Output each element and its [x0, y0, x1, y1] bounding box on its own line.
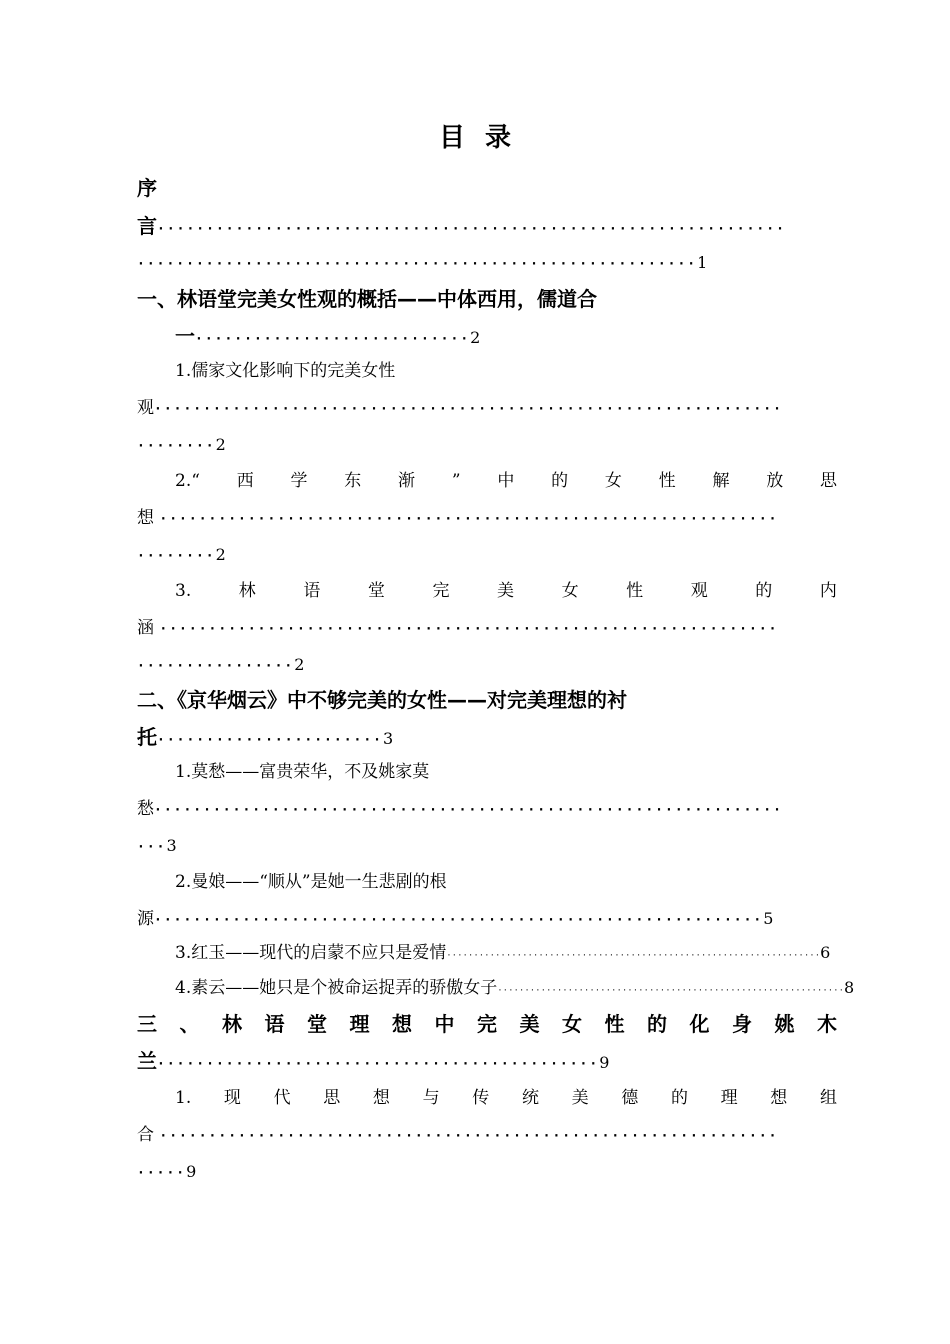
toc-entry-3-1-line3[interactable] — [137, 1155, 196, 1189]
toc-text: 言 — [137, 214, 157, 238]
page-number: 2 — [294, 655, 305, 674]
toc-char: 身 — [732, 1012, 752, 1036]
toc-text: 二、《京华烟云》中不够完美的女性——对完美理想的衬 — [137, 688, 627, 712]
page-number: 8 — [844, 978, 855, 997]
page-number: 9 — [186, 1162, 197, 1181]
toc-entry-section-3-line2[interactable] — [137, 1044, 609, 1078]
toc-text: 兰 — [137, 1049, 157, 1073]
toc-entry-3-1-line2[interactable] — [137, 1118, 837, 1152]
toc-char: 性 — [626, 581, 644, 601]
page-number: 2 — [215, 545, 226, 564]
toc-entry-1-1-line3[interactable] — [137, 428, 226, 462]
toc-entry-section-1[interactable] — [137, 282, 597, 316]
toc-text: 涵 — [137, 618, 154, 638]
toc-char: 美 — [519, 1012, 540, 1036]
toc-entry-2-1-line3[interactable] — [137, 829, 177, 863]
toc-char: 林 — [238, 581, 256, 601]
toc-char: 内 — [819, 581, 837, 601]
toc-char: 与 — [422, 1088, 440, 1108]
toc-text: 源 — [137, 909, 154, 929]
leader-dots: ····································································· — [446, 951, 821, 961]
toc-char: ” — [451, 471, 461, 491]
toc-entry-section-2-line2[interactable] — [137, 720, 393, 754]
leader-dots: ········ — [137, 549, 216, 564]
toc-entry-section-1-line2[interactable] — [175, 319, 480, 353]
toc-char: 完 — [432, 581, 450, 601]
leader-dots: ································································ — [157, 222, 786, 237]
toc-char: 思 — [820, 471, 837, 491]
page-title — [0, 118, 950, 158]
leader-dots: ································································ — [154, 402, 783, 417]
toc-text: 1.莫愁——富贵荣华，不及姚家莫 — [175, 762, 430, 782]
toc-char: 解 — [712, 471, 730, 491]
leader-dots: ······················· — [157, 733, 384, 748]
toc-char: 三 — [137, 1012, 157, 1036]
toc-char: 女 — [561, 581, 579, 601]
toc-text: 一 — [175, 324, 195, 348]
toc-char: 观 — [690, 581, 708, 601]
toc-char: 渐 — [398, 471, 416, 491]
toc-char: 理 — [349, 1012, 370, 1036]
leader-dots: ···························· — [195, 332, 471, 347]
toc-char: 语 — [303, 581, 321, 601]
toc-char: 的 — [755, 581, 773, 601]
toc-char: 想 — [770, 1088, 788, 1108]
page-number: 9 — [599, 1053, 610, 1072]
leader-dots: ································································ — [497, 986, 845, 996]
toc-char: 林 — [222, 1012, 242, 1036]
toc-char: 完 — [477, 1012, 497, 1036]
toc-char: 的 — [551, 471, 569, 491]
toc-entry-2-1-line2[interactable] — [137, 792, 837, 826]
toc-char: 美 — [497, 581, 515, 601]
toc-entry-2-2[interactable] — [175, 865, 447, 899]
toc-text: 2.曼娘——“顺从”是她一生悲剧的根 — [175, 872, 447, 892]
toc-entry-2-2-line2[interactable] — [137, 902, 837, 936]
toc-char: 木 — [817, 1012, 837, 1036]
toc-entry-1-3-line2[interactable] — [137, 611, 837, 645]
toc-entry-preface-line3[interactable] — [137, 246, 837, 280]
toc-char: 的 — [670, 1088, 688, 1108]
leader-dots: ······························································· — [159, 512, 779, 527]
toc-char: 化 — [689, 1012, 710, 1036]
page-number: 1 — [697, 253, 708, 272]
toc-char: 中 — [434, 1012, 455, 1036]
toc-text: 愁 — [137, 799, 154, 819]
toc-char: 美 — [571, 1088, 589, 1108]
toc-char: 想 — [392, 1012, 412, 1036]
leader-dots: ······························································· — [159, 622, 779, 637]
toc-entry-preface[interactable] — [137, 171, 157, 205]
toc-entry-1-1-line2[interactable] — [137, 391, 837, 425]
toc-text: 3.红玉——现代的启蒙不应只是爱情 — [175, 943, 447, 963]
toc-char: 性 — [604, 1012, 625, 1036]
toc-entry-1-2[interactable] — [175, 464, 837, 498]
toc-entry-section-3[interactable] — [137, 1007, 837, 1041]
toc-char: 2.“ — [175, 471, 200, 491]
leader-dots: ··· — [137, 840, 167, 855]
toc-char: 中 — [497, 471, 515, 491]
toc-char: 女 — [604, 471, 622, 491]
toc-text: 托 — [137, 725, 157, 749]
leader-dots: ····· — [137, 1166, 187, 1181]
page-number: 3 — [383, 729, 394, 748]
leader-dots: ········ — [137, 439, 216, 454]
toc-char: 姚 — [774, 1012, 795, 1036]
title-char: 目 — [438, 123, 465, 153]
toc-entry-1-2-line2[interactable] — [137, 501, 837, 535]
toc-char: 语 — [264, 1012, 285, 1036]
leader-dots: ················ — [137, 659, 295, 674]
toc-char: 西 — [236, 471, 254, 491]
toc-char: 1. — [175, 1088, 192, 1108]
toc-char: 的 — [647, 1012, 667, 1036]
toc-text: 序 — [137, 176, 157, 200]
toc-char: 、 — [179, 1012, 200, 1036]
page-number: 2 — [215, 435, 226, 454]
toc-text: 1.儒家文化影响下的完美女性 — [175, 361, 396, 381]
leader-dots: ························································· — [137, 257, 698, 272]
toc-char: 理 — [720, 1088, 738, 1108]
leader-dots: ······························································ — [154, 913, 764, 928]
toc-char: 堂 — [307, 1012, 327, 1036]
toc-char: 女 — [562, 1012, 582, 1036]
toc-char: 东 — [344, 471, 362, 491]
toc-entry-preface-line2[interactable] — [137, 209, 837, 243]
toc-entry-2-1[interactable] — [175, 755, 429, 789]
toc-entry-section-2[interactable] — [137, 683, 627, 717]
toc-entry-1-3[interactable] — [175, 574, 837, 608]
toc-text: 合 — [137, 1125, 154, 1145]
toc-char: 想 — [372, 1088, 390, 1108]
leader-dots: ············································· — [157, 1057, 600, 1072]
toc-char: 组 — [819, 1088, 837, 1108]
page-number: 2 — [470, 328, 481, 347]
page-number: 3 — [166, 836, 177, 855]
toc-char: 德 — [621, 1088, 639, 1108]
toc-char: 放 — [766, 471, 784, 491]
toc-text: 想 — [137, 508, 154, 528]
toc-char: 堂 — [367, 581, 385, 601]
toc-char: 统 — [521, 1088, 539, 1108]
toc-char: 代 — [273, 1088, 291, 1108]
toc-entry-3-1[interactable] — [175, 1081, 837, 1115]
toc-text: 一、林语堂完美女性观的概括——中体西用，儒道合 — [137, 287, 597, 311]
page-number: 5 — [763, 909, 774, 928]
toc-entry-2-4[interactable] — [175, 971, 854, 1005]
toc-entry-1-3-line3[interactable] — [137, 648, 304, 682]
toc-text: 观 — [137, 398, 154, 418]
toc-entry-1-1[interactable] — [175, 354, 395, 388]
toc-char: 学 — [290, 471, 308, 491]
toc-entry-1-2-line3[interactable] — [137, 538, 226, 572]
toc-char: 传 — [472, 1088, 490, 1108]
toc-char: 3. — [175, 581, 192, 601]
page-number: 6 — [820, 943, 831, 962]
toc-char: 性 — [658, 471, 676, 491]
toc-char: 思 — [323, 1088, 341, 1108]
title-char: 录 — [485, 123, 512, 153]
leader-dots: ································································ — [154, 803, 783, 818]
toc-char: 现 — [223, 1088, 241, 1108]
toc-entry-2-3[interactable] — [175, 936, 830, 970]
leader-dots: ······························································· — [159, 1129, 779, 1144]
toc-text: 4.素云——她只是个被命运捉弄的骄傲女子 — [175, 978, 498, 998]
